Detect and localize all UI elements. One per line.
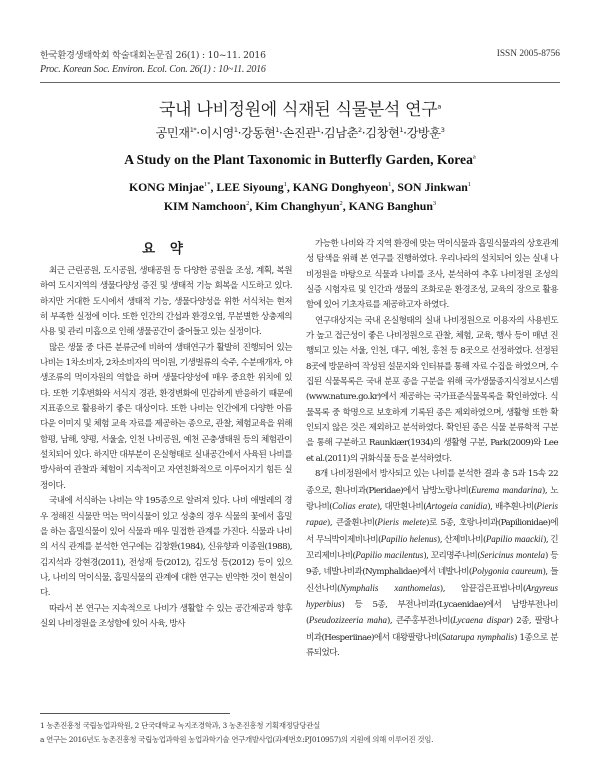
author-list-korean: 공민재$^{1*}$·이시영$^1$·강동현$^1$·손진관$^1$·김남춘$^2$·김창현$^1$·강방훈$^3$	[155, 125, 445, 140]
body-column-left	[40, 264, 292, 632]
author-name: KONG Minjae	[128, 180, 204, 194]
author-affiliation-mark: 3	[432, 200, 437, 208]
author-name: 이시영	[199, 126, 234, 140]
author-affiliation-mark: 1*	[189, 125, 197, 134]
author-name: KIM Namchoon	[163, 199, 247, 213]
author-name: 김남춘	[323, 126, 358, 140]
body-paragraph: 국내에 서식하는 나비는 약 195종으로 알려져 있다. 나비 애벌레의 경우 정해진 식물만 먹는 먹이식물이 있고 성충의 경우 식물의 꽃에서 흡밀을 하는 흡밀식물이 있어 식물과 매우 밀접한 관계를 가진다. 식물과 나비의 서식 관계를 분석한 연구에는 김창환(1984), 신유향과 이종원(1988), 김지석과 강현경(2011), 전성재 등(2012), 김도성 등(2012) 등이 있으나, 나비의 먹이식물, 흡밀식물의 관계에 대한 연구는 빈약한 것이 현실이다.	[40, 496, 292, 599]
footnote-affiliations: 1 농촌진흥청 국립농업과학원, 2 단국대학교 녹지조경학과, 3 농촌진흥청 기획재정담당관실	[40, 721, 320, 730]
paper-title-korean	[0, 95, 600, 120]
body-paragraph: 많은 생물 중 다른 분류군에 비하여 생태연구가 활발히 진행되어 있는 나비는 1차소비자, 2차소비자의 먹이원, 기생벌류의 숙주, 수분매개자, 야생조류의 먹이자원의 역할을 하며 생물다양성에 매우 중요한 위치에 있다. 또한 기후변화와 서식지 경관, 환경변화에 민감하게 반응하기 때문에 지표종으로 활용하기 좋은 대상이다. 또한 나비는 인간에게 다양한 아름다운 이미지 및 체험 교육 자료를 제공하는 종으로, 관찰, 체험교육을 위해 함평, 남해, 양평, 서울숲, 인천 나비공원, 예천 곤충생태원 등의 체험관이 설치되어 있다. 하지만 대부분이 온실형태로 실내공간에서 사육된 나비를 방사하여 관찰과 체험이 지속적이고 자연친화적으로 이루어지기 힘든 실정이다.	[40, 342, 292, 491]
author-affiliation-mark: 1	[275, 125, 279, 134]
author-affiliation-mark: 2	[357, 125, 362, 134]
author-affiliation-mark: 1	[467, 181, 472, 189]
body-column-right	[306, 237, 558, 661]
author-affiliation-mark: 2	[246, 200, 250, 208]
body-paragraph: 연구대상지는 국내 온실형태의 실내 나비정원으로 이용자의 사용빈도가 높고 접근성이 좋은 나비정원으로 관찰, 체험, 교육, 행사 등이 매년 진행되고 있는 서울, 인천, 대구, 예천, 홍천 등 8곳으로 선정하였다. 선정된 8곳에 방문하여 작성된 설문지와 인터뷰를 통해 자료 수집을 하였으며, 수집된 식물목록은 국내 분포 종을 구분을 위해 국가생물종지식정보시스템(www.nature.go.kr)에서 제공하는 국가표준식물목록을 확인하였다. 식물목록 중 학명으로 보호하게 기록된 종은 제외하였으며, 생활형 또한 확인되지 않은 것은 제외하고 분석하였다. 확인된 종은 식물 분류학적 구분을 통해 구분하고 Raunkiær(1934)의 생활형 구분, Park(2009)와 Lee et al.(2011)의 귀화식물 등을 분석하였다.	[306, 315, 558, 464]
author-affiliation-mark: 1	[388, 181, 392, 189]
footnote-funding: a 연구는 2016년도 농촌진흥청 국립농업과학원 농업과학기술 연구개발사업(과제번호:PJ010957)의 지원에 의해 이루어진 것임.	[40, 735, 434, 744]
journal-citation	[40, 49, 266, 76]
title-ko-footnote-mark: a	[437, 102, 442, 111]
body-paragraph: 가능한 나비와 각 지역 환경에 맞는 먹이식물과 흡밀식물과의 상호관계성 탐색을 위해 본 연구를 진행하였다. 우리나라의 설치되어 있는 실내 나비정원을 바탕으로 식물과 나비를 조사, 분석하여 추후 나비정원 조성의 실증 시험자료 및 인간과 생물의 조화로운 환경조성, 교육의 장으로 활용함에 있어 기초자료를 제공하고자 하였다.	[306, 239, 558, 311]
author-affiliation-mark: 1	[316, 125, 321, 134]
body-paragraph: 8개 나비정원에서 방사되고 있는 나비를 분석한 결과 총 5과 15속 22종으로, 흰나비과(Pieridae)에서 남방노랑나비(Eurema mandarina), 노랑나비(Colias erate), 대만흰나비(Artogeia canidia), 배추흰나비(Pieris rapae), 큰줄흰나비(Pieris melete)로 5종, 호랑나비과(Papilionidae)에서 무늬박이제비나비(Papilio helenus), 산제비나비(Papilio maackii), 긴꼬리제비나비(Papilio macilentus), 꼬리명주나비(Sericinus montela) 등 9종, 네발나비과(Nymphalidae)에서 네발나비(Polygonia caureum), 들신선나비(Nymphalis xanthomelas), 암끝검은표범나비(Argyreus hyperbius) 등 5종, 부전나비과(Lycaenidae)에서 남방부전나비(Pseudozizeeria maha), 큰주홍부전나비(Lycaena dispar) 2종, 팔랑나비과(Hesperiinae)에서 대왕팔랑나비(Satarupa nymphalis) 1종으로 분류되었다.	[306, 469, 559, 658]
author-affiliation-mark: 1	[399, 125, 404, 134]
author-name: SON Jinkwan	[397, 180, 468, 194]
header-divider	[40, 82, 560, 83]
author-name: LEE Siyoung	[216, 180, 284, 194]
author-name: 강동현	[241, 126, 276, 140]
paper-title-english	[0, 152, 600, 168]
title-en-footnote-mark: a	[472, 153, 476, 161]
author-name: Kim Changhyun	[255, 199, 340, 213]
body-paragraph: 따라서 본 연구는 지속적으로 나비가 생활할 수 있는 공간제공과 향후 실외 나비정원을 조성함에 있어 사육, 방사	[40, 603, 292, 629]
author-name: 공민재	[155, 126, 190, 140]
author-affiliation-mark: 1*	[204, 181, 211, 189]
author-name: 김창현	[365, 126, 400, 140]
author-affiliation-mark: 1	[233, 125, 238, 134]
issn-label: ISSN 2005-8756	[496, 49, 560, 59]
author-affiliation-mark: 2	[339, 200, 343, 208]
journal-citation-en: Proc. Korean Soc. Environ. Ecol. Con. 26(1) : 10~11. 2016	[40, 63, 266, 75]
footnotes	[40, 719, 433, 747]
journal-citation-ko: 한국환경생태학회 학술대회논문집 26(1) : 10~11. 2016	[40, 50, 266, 61]
footnote-divider	[40, 713, 230, 714]
author-name: 강방훈	[406, 126, 441, 140]
author-name: 손진관	[282, 126, 317, 140]
title-ko-text: 국내 나비정원에 식재된 식물분석 연구	[158, 100, 438, 120]
body-paragraph: 최근 근린공원, 도시공원, 생태공원 등 다양한 공원을 조성, 계획, 복원하여 도시지역의 생물다양성 증진 및 생태적 기능 회복을 시도하고 있다. 하지만 거대한 도시에서 생태적 기능, 생물다양성을 위한 서식처는 현저히 부족한 실정에 이다. 또한 인간의 간섭과 환경오염, 무분별한 상충제의 사용 및 관리 미흡으로 인해 생물공간이 줄어들고 있는 실정이다.	[40, 266, 292, 338]
author-line-1: KONG Minjae$^{1*}$, LEE Siyoung$^1$, KANG Donghyeon$^1$, SON Jinkwan$^1$	[128, 180, 472, 194]
author-name: KANG Donghyeon	[292, 180, 389, 194]
author-name: KANG Banghun	[348, 199, 433, 213]
author-affiliation-mark: 1	[283, 181, 287, 189]
author-affiliation-mark: 3	[440, 125, 445, 134]
author-line-2: KIM Namchoon$^2$, Kim Changhyun$^2$, KANG Banghun$^3$	[163, 199, 437, 213]
abstract-heading: 요 약	[142, 241, 188, 257]
title-en-text: A Study on the Plant Taxonomic in Butterfly Garden, Korea	[124, 152, 473, 167]
author-list-english	[0, 178, 600, 216]
